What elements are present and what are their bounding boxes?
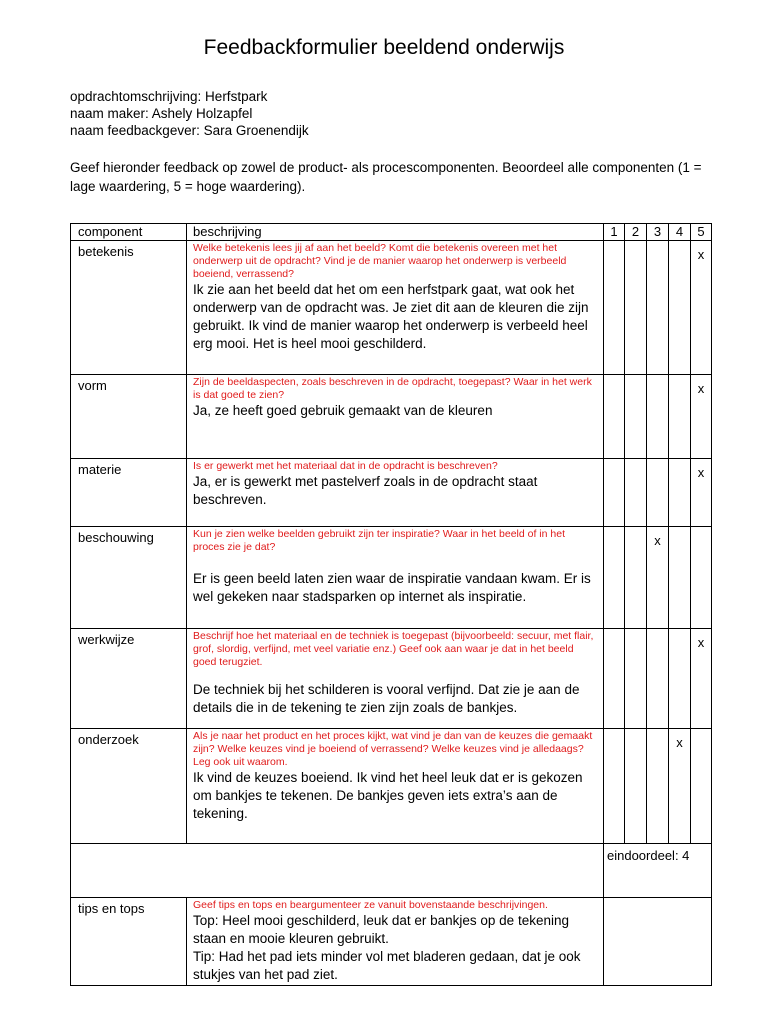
score-cell-1 [604, 241, 625, 375]
score-mark: x [697, 247, 705, 262]
tips-question: Geef tips en tops en beargumenteer ze vanuit bovenstaande beschrijvingen. [193, 899, 548, 911]
score-cell-2 [625, 629, 647, 729]
feedback-answer: Ik zie aan het beeld dat het om een herfstpark gaat, wat ook het onderwerp van de opdracht was. Je ziet dit aan de kleuren die zijn gebruikt. Ik vind de manier waarop het onderwerp is verbeeld heel erg mooi. Het is heel mooi geschilderd. [193, 282, 589, 351]
score-mark: x [697, 465, 705, 480]
score-cell-1 [604, 629, 625, 729]
score-cell-3 [647, 729, 669, 844]
score-cell-1 [604, 375, 625, 459]
guiding-question: Beschrijf hoe het materiaal en de techniek is toegepast (bijvoorbeeld: secuur, met flair, grof, slordig, verfijnd, met veel variatie enz.) Geef ook aan waar je dat in het beeld goed terugziet. [193, 630, 594, 668]
top-text: Top: Heel mooi geschilderd, leuk dat er bankjes op de tekening staan en mooie kleuren gebruikt. [193, 913, 569, 946]
feedback-answer: Ja, er is gewerkt met pastelverf zoals in de opdracht staat beschreven. [193, 474, 538, 507]
component-name: betekenis [71, 241, 187, 375]
score-mark: x [697, 635, 705, 650]
guiding-question: Is er gewerkt met het materiaal dat in de opdracht is beschreven? [193, 460, 498, 472]
description-cell [187, 241, 604, 375]
description-cell [187, 527, 604, 629]
score-cell-2 [625, 527, 647, 629]
score-cell-4 [669, 241, 691, 375]
final-score: eindoordeel: 4 [604, 844, 712, 898]
score-mark: x [697, 381, 705, 396]
tips-row [71, 898, 712, 986]
feedback-answer: De techniek bij het schilderen is vooral verfijnd. Dat zie je aan de details die in de tekening te zien zijn zoals de bankjes. [193, 682, 580, 715]
score-cell-5 [691, 375, 712, 459]
page-title: Feedbackformulier beeldend onderwijs [203, 36, 565, 59]
score-cell-4 [669, 459, 691, 527]
score-cell-1 [604, 729, 625, 844]
component-row-werkwijze [71, 629, 712, 729]
component-name: onderzoek [71, 729, 187, 844]
component-row-betekenis [71, 241, 712, 375]
score-cell-1 [604, 527, 625, 629]
component-row-materie [71, 459, 712, 527]
header-description: beschrijving [187, 224, 604, 241]
header-row [71, 224, 712, 241]
component-name: werkwijze [71, 629, 187, 729]
score-mark: x [676, 735, 683, 750]
assignment-line: opdrachtomschrijving: Herfstpark [70, 89, 268, 104]
feedback-answer: Er is geen beeld laten zien waar de inspiratie vandaan kwam. Er is wel gekeken naar stadsparken op internet als inspiratie. [193, 571, 591, 604]
component-row-vorm [71, 375, 712, 459]
description-cell [187, 459, 604, 527]
description-cell [187, 729, 604, 844]
total-empty-cell [71, 844, 604, 898]
feedback-table [70, 223, 712, 986]
header-score-4: 4 [669, 224, 691, 241]
feedback-answer: Ja, ze heeft goed gebruik gemaakt van de kleuren [193, 403, 493, 418]
tips-component: tips en tops [71, 898, 187, 986]
header-score-2: 2 [625, 224, 647, 241]
score-mark: x [654, 533, 661, 548]
score-cell-3 [647, 527, 669, 629]
score-cell-3 [647, 241, 669, 375]
description-cell [187, 629, 604, 729]
score-cell-4 [669, 629, 691, 729]
component-name: vorm [71, 375, 187, 459]
score-cell-3 [647, 375, 669, 459]
score-cell-2 [625, 241, 647, 375]
info-block [70, 88, 309, 139]
score-cell-4 [669, 527, 691, 629]
header-score-3: 3 [647, 224, 669, 241]
component-row-onderzoek [71, 729, 712, 844]
feedbacker-line: naam feedbackgever: Sara Groenendijk [70, 123, 309, 138]
header-score-1: 1 [604, 224, 625, 241]
score-cell-1 [604, 459, 625, 527]
guiding-question: Kun je zien welke beelden gebruikt zijn ter inspiratie? Waar in het beeld of in het proces zie je dat? [193, 528, 565, 553]
tips-description [187, 898, 604, 986]
score-cell-5 [691, 459, 712, 527]
feedback-answer: Ik vind de keuzes boeiend. Ik vind het heel leuk dat er is gekozen om bankjes te tekenen. De bankjes geven iets extra’s aan de tekening. [193, 770, 583, 821]
header-component: component [71, 224, 187, 241]
score-cell-5 [691, 527, 712, 629]
guiding-question: Welke betekenis lees jij af aan het beeld? Komt die betekenis overeen met het onderwerp uit de opdracht? Vind je de manier waarop het onderwerp is verbeeld boeiend, verrassend? [193, 242, 567, 280]
tips-score-cell [604, 898, 712, 986]
guiding-question: Zijn de beeldaspecten, zoals beschreven in de opdracht, toegepast? Waar in het werk is dat goed te zien? [193, 376, 592, 401]
score-cell-2 [625, 459, 647, 527]
maker-line: naam maker: Ashely Holzapfel [70, 106, 253, 121]
instructions: Geef hieronder feedback op zowel de product- als procescomponenten. Beoordeel alle componenten (1 = lage waardering, 5 = hoge waardering). [70, 160, 702, 194]
component-name: materie [71, 459, 187, 527]
score-cell-5 [691, 241, 712, 375]
score-cell-2 [625, 729, 647, 844]
score-cell-4 [669, 729, 691, 844]
component-name: beschouwing [71, 527, 187, 629]
description-cell [187, 375, 604, 459]
score-cell-4 [669, 375, 691, 459]
score-cell-3 [647, 459, 669, 527]
score-cell-5 [691, 629, 712, 729]
score-cell-3 [647, 629, 669, 729]
guiding-question: Als je naar het product en het proces kijkt, wat vind je dan van de keuzes die gemaakt zijn? Welke keuzes vind je boeiend of verrassend? Welke keuzes vind je alledaags? Leg ook uit waarom. [193, 730, 593, 768]
total-row [71, 844, 712, 898]
component-row-beschouwing [71, 527, 712, 629]
tip-text: Tip: Had het pad iets minder vol met bladeren gedaan, dat je ook stukjes van het pad ziet. [193, 949, 581, 982]
score-cell-2 [625, 375, 647, 459]
score-cell-5 [691, 729, 712, 844]
header-score-5: 5 [691, 224, 712, 241]
